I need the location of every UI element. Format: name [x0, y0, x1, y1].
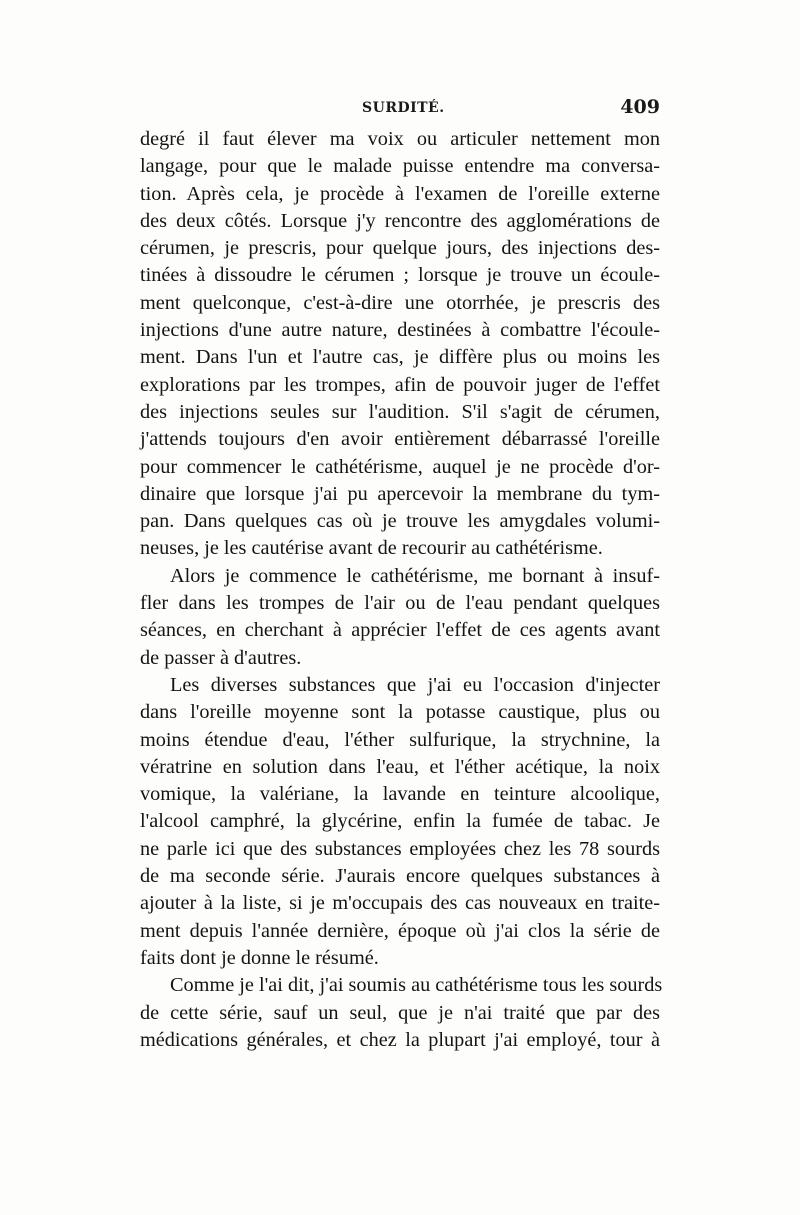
body-text [140, 126, 663, 1054]
text-line: tinées à dissoudre le cérumen ; lorsque je trouve un écoule- [140, 264, 660, 287]
text-line: moins étendue d'eau, l'éther sulfurique, la strychnine, la [140, 728, 660, 751]
text-line: ne parle ici que des substances employées chez les 78 sourds [140, 837, 660, 860]
text-line: Comme je l'ai dit, j'ai soumis au cathétérisme tous les sourds [170, 974, 663, 997]
page-header [140, 96, 660, 124]
text-line: neuses, je les cautérise avant de recourir au cathétérisme. [140, 537, 603, 560]
text-line: de ma seconde série. J'aurais encore quelques substances à [140, 865, 660, 888]
running-title: SURDITÉ. [362, 100, 445, 116]
text-line: ment. Dans l'un et l'autre cas, je diffère plus ou moins les [140, 346, 660, 369]
text-line: j'attends toujours d'en avoir entièrement débarrassé l'oreille [140, 428, 660, 451]
text-line: dans l'oreille moyenne sont la potasse caustique, plus ou [140, 701, 660, 724]
text-line: médications générales, et chez la plupart j'ai employé, tour à [140, 1028, 660, 1051]
text-line: pour commencer le cathétérisme, auquel je ne procède d'or- [140, 455, 660, 478]
text-line: vomique, la valériane, la lavande en teinture alcoolique, [140, 783, 660, 806]
text-line: dinaire que lorsque j'ai pu apercevoir la membrane du tym- [140, 482, 660, 505]
text-line: injections d'une autre nature, destinées à combattre l'écoule- [140, 319, 660, 342]
text-line: faits dont je donne le résumé. [140, 946, 379, 969]
text-line: vératrine en solution dans l'eau, et l'éther acétique, la noix [140, 755, 660, 778]
paragraph [140, 126, 660, 563]
text-line: des deux côtés. Lorsque j'y rencontre des agglomérations de [140, 209, 660, 232]
text-line: pan. Dans quelques cas où je trouve les amygdales volumi- [140, 510, 660, 533]
text-line: l'alcool camphré, la glycérine, enfin la fumée de tabac. Je [140, 810, 660, 833]
text-line: ment quelconque, c'est-à-dire une otorrhée, je prescris des [140, 291, 660, 314]
text-line: degré il faut élever ma voix ou articuler nettement mon [140, 128, 660, 150]
text-line: tion. Après cela, je procède à l'examen de l'oreille externe [140, 182, 660, 205]
text-line: langage, pour que le malade puisse entendre ma conversa- [140, 155, 660, 178]
paragraph [140, 972, 663, 1054]
text-line: ment depuis l'année dernière, époque où j'ai clos la série de [140, 919, 660, 942]
text-line: Les diverses substances que j'ai eu l'occasion d'injecter [170, 673, 660, 696]
text-line: de cette série, sauf un seul, que je n'ai traité que par des [140, 1001, 660, 1024]
text-line: ajouter à la liste, si je m'occupais des cas nouveaux en traite- [140, 892, 660, 915]
text-line: de passer à d'autres. [140, 646, 302, 669]
text-line: des injections seules sur l'audition. S'il s'agit de cérumen, [140, 400, 660, 423]
text-line: séances, en cherchant à apprécier l'effet de ces agents avant [140, 619, 660, 642]
text-line: cérumen, je prescris, pour quelque jours, des injections des- [140, 237, 660, 260]
text-line: explorations par les trompes, afin de pouvoir juger de l'effet [140, 373, 660, 396]
paragraph [140, 672, 660, 972]
text-line: Alors je commence le cathétérisme, me bornant à insuf- [170, 564, 660, 587]
paragraph [140, 563, 660, 672]
text-line: fler dans les trompes de l'air ou de l'eau pendant quelques [140, 592, 660, 615]
page-number: 409 [620, 96, 660, 118]
